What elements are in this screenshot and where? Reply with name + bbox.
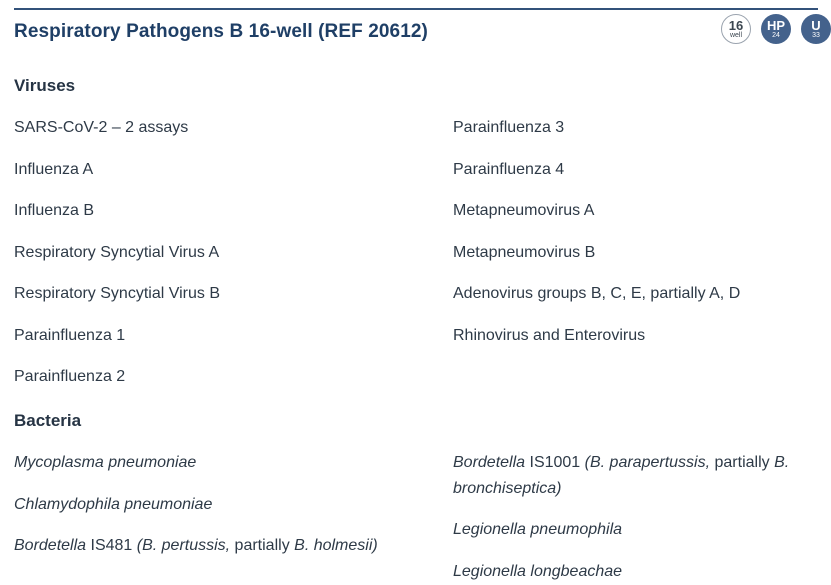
paren-open: ( — [136, 537, 143, 554]
qualifier-text: partially — [710, 454, 775, 471]
list-item: Parainfluenza 1 — [14, 327, 126, 344]
organism-genus: Bordetella — [453, 454, 526, 471]
marker-text: IS481 — [86, 537, 137, 554]
list-item: Parainfluenza 3 — [453, 119, 565, 136]
u-badge — [801, 14, 831, 44]
badge-sub-text: well — [729, 32, 743, 39]
list-item: SARS-CoV-2 – 2 assays — [14, 119, 189, 136]
section-heading-viruses: Viruses — [14, 76, 76, 95]
list-item — [453, 450, 813, 502]
section-heading-bacteria: Bacteria — [14, 411, 82, 430]
badge-main-text: HP — [766, 18, 786, 33]
organism-name: Chlamydophila pneumoniae — [14, 496, 213, 513]
list-item: Influenza A — [14, 161, 94, 178]
organism-name: Legionella pneumophila — [453, 521, 623, 538]
paren-close: ) — [372, 537, 378, 554]
list-item — [14, 450, 196, 476]
badge-sub-text: 24 — [772, 32, 780, 39]
list-item: Rhinovirus and Enterovirus — [453, 327, 646, 344]
organism-name: Mycoplasma pneumoniae — [14, 454, 197, 471]
panel-title: Respiratory Pathogens B 16-well (REF 20612) — [14, 21, 428, 42]
list-item: Respiratory Syncytial Virus B — [14, 285, 220, 302]
list-item — [14, 492, 212, 518]
badge-main-text: U — [811, 18, 821, 33]
badge-main-text: 16 — [728, 18, 744, 33]
organism-species: B. holmesii — [294, 537, 373, 554]
list-item: Influenza B — [14, 202, 95, 219]
marker-text: IS1001 — [525, 454, 585, 471]
badge-sub-text: 33 — [812, 32, 820, 39]
paren-close: ) — [556, 480, 562, 497]
list-item — [453, 517, 622, 543]
paren-open: ( — [584, 454, 590, 471]
organism-species: B. parapertussis, — [589, 454, 711, 471]
list-item: Parainfluenza 4 — [453, 161, 565, 178]
well-count-badge — [721, 14, 751, 44]
header-rule — [14, 8, 818, 10]
list-item — [14, 533, 378, 559]
list-item: Adenovirus groups B, C, E, partially A, D — [453, 285, 741, 302]
list-item: Parainfluenza 2 — [14, 368, 126, 385]
hp-badge — [761, 14, 791, 44]
badge-group — [721, 14, 821, 46]
organism-species: B. bronchiseptica — [453, 454, 790, 497]
list-item: Respiratory Syncytial Virus A — [14, 244, 220, 261]
list-item: Metapneumovirus A — [453, 202, 595, 219]
organism-genus: Bordetella — [14, 537, 87, 554]
list-item: Metapneumovirus B — [453, 244, 596, 261]
qualifier-text: partially — [230, 537, 295, 554]
list-item — [453, 559, 622, 585]
organism-species: B. pertussis, — [142, 537, 231, 554]
organism-name: Legionella longbeachae — [453, 563, 623, 580]
